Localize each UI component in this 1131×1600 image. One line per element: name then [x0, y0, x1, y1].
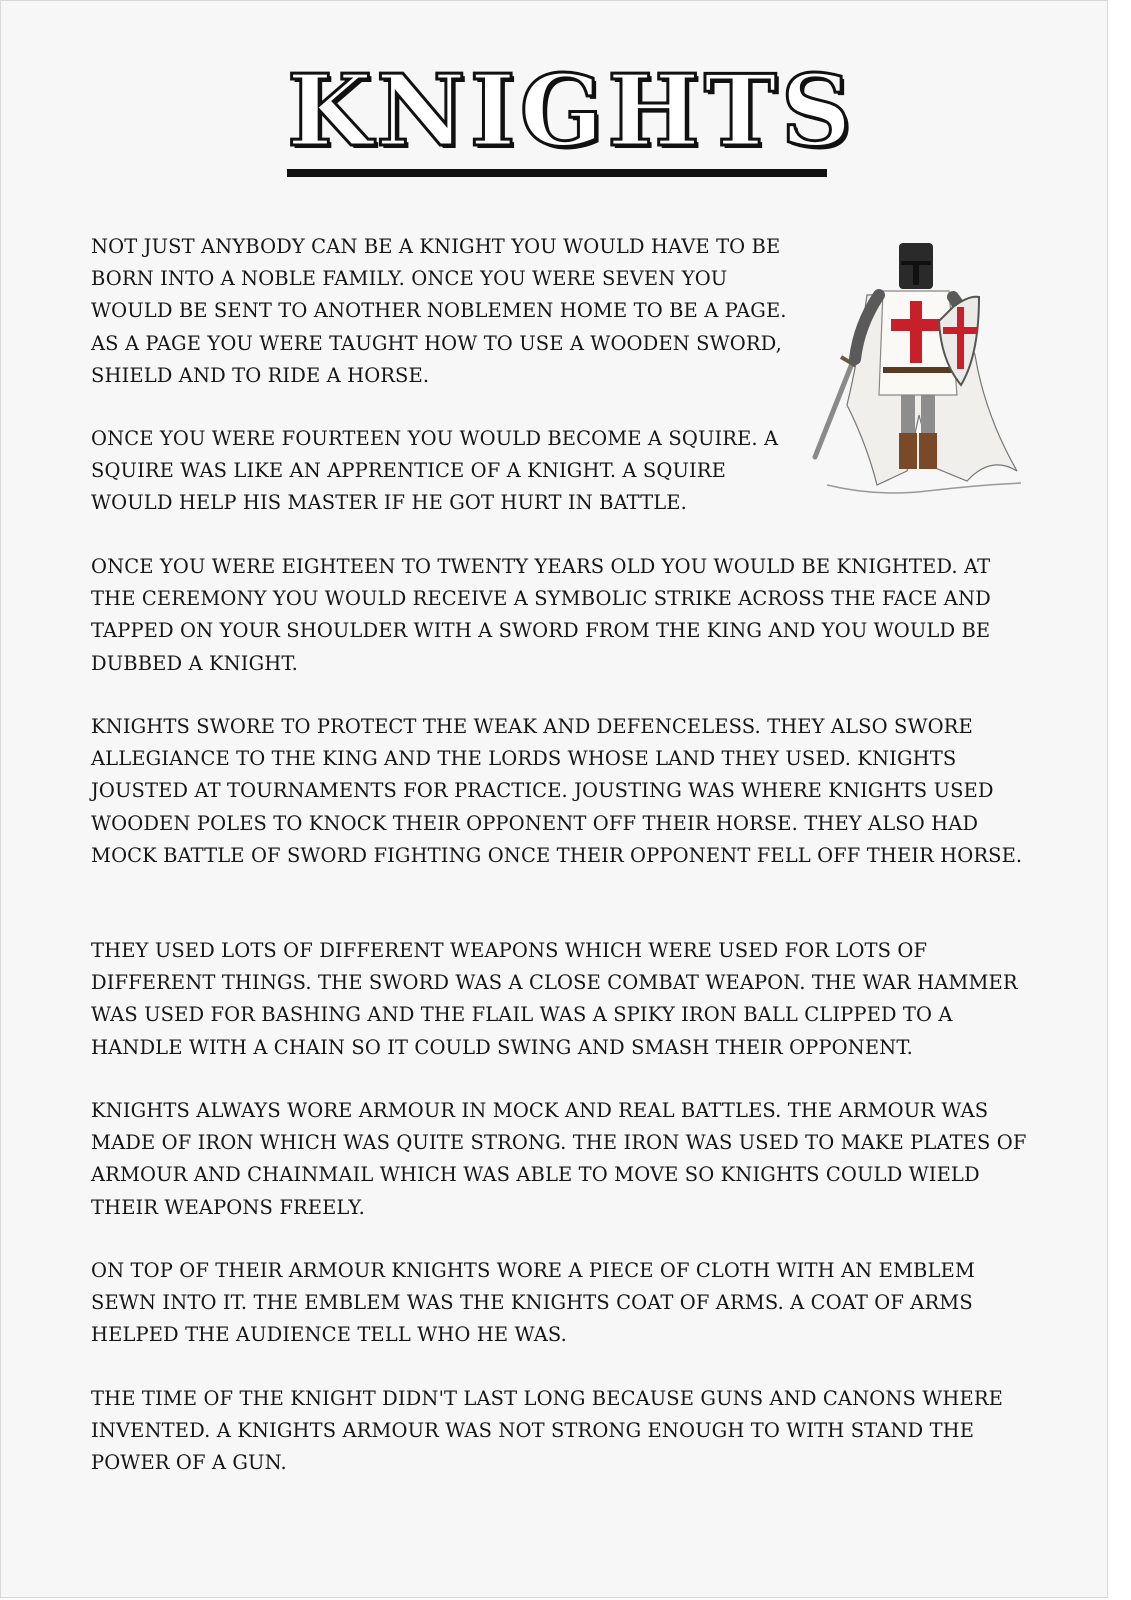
title-block: [287, 53, 856, 171]
paragraph-end-of-knights: THE TIME OF THE KNIGHT DIDN'T LAST LONG BECAUSE GUNS AND CANONS WHERE INVENTED. A KNIGHTS ARMOUR WAS NOT STRONG ENOUGH TO WITH STAND THE POWER OF A GUN.: [91, 1387, 1003, 1475]
paragraph-becoming-page: NOT JUST ANYBODY CAN BE A KNIGHT YOU WOULD HAVE TO BE BORN INTO A NOBLE FAMILY. ONCE YOU WERE SEVEN YOU WOULD BE SENT TO ANOTHER NOBLEMEN HOME TO BE A PAGE. AS A PAGE YOU WERE TAUGHT HOW TO USE A WOODEN SWORD, SHIELD AND TO RIDE A HORSE.: [91, 235, 787, 387]
paragraph-weapons: THEY USED LOTS OF DIFFERENT WEAPONS WHICH WERE USED FOR LOTS OF DIFFERENT THINGS. THE SWORD WAS A CLOSE COMBAT WEAPON. THE WAR HAMMER WAS USED FOR BASHING AND THE FLAIL WAS A SPIKY IRON BALL CLIPPED TO A HANDLE WITH A CHAIN SO IT COULD SWING AND SMASH THEIR OPPONENT.: [91, 939, 1018, 1059]
paragraph-coat-of-arms: ON TOP OF THEIR ARMOUR KNIGHTS WORE A PIECE OF CLOTH WITH AN EMBLEM SEWN INTO IT. THE EMBLEM WAS THE KNIGHTS COAT OF ARMS. A COAT OF ARMS HELPED THE AUDIENCE TELL WHO HE WAS.: [91, 1259, 975, 1347]
paragraph-squire: ONCE YOU WERE FOURTEEN YOU WOULD BECOME A SQUIRE. A SQUIRE WAS LIKE AN APPRENTICE OF A KNIGHT. A SQUIRE WOULD HELP HIS MASTER IF HE GOT HURT IN BATTLE.: [91, 427, 779, 515]
title-underline: [287, 169, 827, 177]
paragraph-knighting-ceremony: ONCE YOU WERE EIGHTEEN TO TWENTY YEARS OLD YOU WOULD BE KNIGHTED. AT THE CEREMONY YOU WOULD RECEIVE A SYMBOLIC STRIKE ACROSS THE FACE AND TAPPED ON YOUR SHOULDER WITH A SWORD FROM THE KING AND YOU WOULD BE DUBBED A KNIGHT.: [91, 555, 991, 675]
paragraph-oaths-and-jousting: KNIGHTS SWORE TO PROTECT THE WEAK AND DEFENCELESS. THEY ALSO SWORE ALLEGIANCE TO THE KING AND THE LORDS WHOSE LAND THEY USED. KNIGHTS JOUSTED AT TOURNAMENTS FOR PRACTICE. JOUSTING WAS WHERE KNIGHTS USED WOODEN POLES TO KNOCK THEIR OPPONENT OFF THEIR HORSE. THEY ALSO HAD MOCK BATTLE OF SWORD FIGHTING ONCE THEIR OPPONENT FELL OFF THEIR HORSE.: [91, 715, 1023, 867]
paragraph-armour: KNIGHTS ALWAYS WORE ARMOUR IN MOCK AND REAL BATTLES. THE ARMOUR WAS MADE OF IRON WHICH WAS QUITE STRONG. THE IRON WAS USED TO MAKE PLATES OF ARMOUR AND CHAINMAIL WHICH WAS ABLE TO MOVE SO KNIGHTS COULD WIELD THEIR WEAPONS FREELY.: [91, 1099, 1027, 1219]
crusader-knight-illustration: [807, 235, 1031, 503]
page-title: KNIGHTS: [287, 54, 856, 169]
